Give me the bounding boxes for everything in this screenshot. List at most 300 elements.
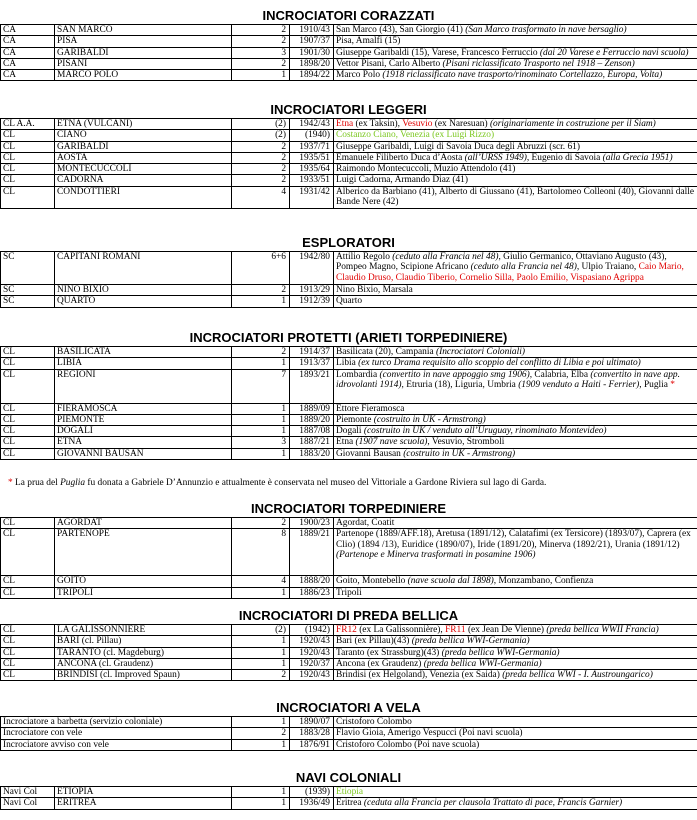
ship-class-cell: FIERAMOSCA <box>55 403 232 414</box>
section-title-esploratori: ESPLORATORI <box>302 235 395 250</box>
service-years-cell: (1942) <box>290 625 334 636</box>
ship-name-text: * <box>670 379 675 390</box>
ship-class-cell: AGORDAT <box>55 518 232 529</box>
table-row <box>1 798 697 809</box>
ship-type-cell: CL <box>1 658 55 669</box>
service-years-cell: 1907/37 <box>290 36 334 47</box>
ship-type-cell: CL <box>1 358 55 369</box>
ship-count-cell: 1 <box>232 426 290 437</box>
table-row <box>1 636 697 647</box>
ship-class-cell: PIEMONTE <box>55 414 232 425</box>
service-years-cell: 1886/23 <box>290 587 334 598</box>
ship-type-cell: SC <box>1 252 55 285</box>
ship-name-text: (ex La Galissonnière), <box>356 625 446 635</box>
table-row <box>1 358 697 369</box>
ship-count-cell: (2) <box>232 130 290 141</box>
ship-count-cell: 2 <box>232 58 290 69</box>
ship-count-cell: 2 <box>232 175 290 186</box>
ship-class-cell: ETNA <box>55 437 232 448</box>
table-row <box>1 119 697 130</box>
ship-class-cell: Incrociatore con vele <box>1 728 232 739</box>
ship-names-cell <box>334 252 697 285</box>
ship-names-cell <box>334 670 697 681</box>
ship-class-cell: DOGALI <box>55 426 232 437</box>
ship-name-text: Etna <box>336 437 356 448</box>
table-row <box>1 739 697 750</box>
ship-count-cell: 4 <box>232 576 290 587</box>
ship-names-cell <box>334 141 697 152</box>
ship-class-cell: ETNA (VULCANI) <box>55 119 232 130</box>
ship-names-cell <box>334 70 697 81</box>
note-text: (1909 venduto a Haiti - Ferrier) <box>518 379 640 390</box>
ship-class-cell: PISANI <box>55 58 232 69</box>
service-years-cell: 1920/43 <box>290 670 334 681</box>
ship-type-cell: CA <box>1 47 55 58</box>
note-text: (Pisani riclassificato Trasporto nel 1918 – Zenson) <box>442 58 635 69</box>
table-row <box>1 141 697 152</box>
ship-count-cell: 1 <box>232 798 290 809</box>
ship-class-cell: LIBIA <box>55 358 232 369</box>
ship-name-text: , Calabria, Elba <box>529 369 591 380</box>
table-row <box>1 25 697 36</box>
ship-name-text: Giuseppe Garibaldi (15), Varese, Francesco Ferruccio <box>336 47 540 58</box>
service-years-cell: 1913/29 <box>290 285 334 296</box>
table-incrociatori-torpediniere <box>0 517 697 599</box>
ship-names-cell <box>334 296 697 307</box>
section-title-incrociatori-corazzati: INCROCIATORI CORAZZATI <box>262 8 435 23</box>
ship-name-text: , Etruria (18), Liguria, Umbria <box>401 379 519 390</box>
ship-names-cell <box>334 347 697 358</box>
ship-type-cell: Navi Col <box>1 798 55 809</box>
ship-type-cell: CL <box>1 670 55 681</box>
ship-name-text: Luigi Cadorna, Armando Diaz (41) <box>336 175 468 186</box>
ship-name-text: Quarto <box>336 296 363 307</box>
ship-type-cell: CL <box>1 130 55 141</box>
ship-names-cell <box>334 647 697 658</box>
ship-count-cell: 1 <box>232 358 290 369</box>
ship-name-text: Flavio Gioia, Amerigo Vespucci (Poi navi scuola) <box>336 728 523 739</box>
ship-name-text: Brindisi (ex Helgoland), Venezia (ex Saida) <box>336 670 503 681</box>
ship-count-cell: 1 <box>232 636 290 647</box>
ship-name-text: Etna <box>336 119 354 129</box>
ship-name-text: FR11 <box>445 625 466 635</box>
ship-name-text: Lombardia <box>336 369 380 380</box>
ship-count-cell: 2 <box>232 285 290 296</box>
service-years-cell: 1901/30 <box>290 47 334 58</box>
note-text: (ex turco Drama requisito allo scoppio del conflitto di Libia e poi ultimato) <box>358 358 641 369</box>
ship-name-text: , Vesuvio, Stromboli <box>427 437 505 448</box>
ship-class-cell: BASILICATA <box>55 347 232 358</box>
ship-name-text: Cristoforo Colombo <box>336 717 412 727</box>
note-text: (dai 20 Varese e Ferruccio navi scuola) <box>539 47 689 58</box>
ship-type-cell: CL <box>1 152 55 163</box>
ship-type-cell: CL <box>1 518 55 529</box>
footnote-marker: * <box>8 478 16 488</box>
ship-names-cell <box>334 576 697 587</box>
ship-name-text: Giovanni Bausan <box>336 448 404 459</box>
ship-name-text: Partenope (1889/AFF.18), Aretusa (1891/12), Calatafimi (ex Tersicore) (1893/07), Caprera (ex Clio) (1894 /13), Euridice (1890/07), Iride (1891/20), Minerva (1892/21), Urania (1891/12) <box>336 529 691 550</box>
ship-count-cell: 1 <box>232 739 290 750</box>
table-row <box>1 728 697 739</box>
ship-class-cell: REGIONI <box>55 369 232 403</box>
ship-type-cell: CL <box>1 426 55 437</box>
table-row <box>1 717 697 728</box>
ship-class-cell: Incrociatore avviso con vele <box>1 739 232 750</box>
ship-name-text: San Marco (43), San Giorgio (41) <box>336 25 466 35</box>
ship-type-cell: CL <box>1 414 55 425</box>
ship-class-cell: PARTENOPE <box>55 529 232 576</box>
ship-names-cell <box>334 403 697 414</box>
ship-type-cell: SC <box>1 285 55 296</box>
ship-names-cell <box>334 175 697 186</box>
service-years-cell: 1935/64 <box>290 164 334 175</box>
table-row <box>1 186 697 208</box>
ship-name-text: Pisa, Amalfi (15) <box>336 36 401 47</box>
table-row <box>1 285 697 296</box>
ship-count-cell: 7 <box>232 369 290 403</box>
ship-names-cell <box>334 152 697 163</box>
ship-class-cell: QUARTO <box>55 296 232 307</box>
ship-name-text: FR12 <box>336 625 357 635</box>
ship-count-cell: (2) <box>232 119 290 130</box>
table-row <box>1 658 697 669</box>
section-title-incrociatori-torpediniere: INCROCIATORI TORPEDINIERE <box>250 501 447 516</box>
ship-class-cell: NINO BIXIO <box>55 285 232 296</box>
service-years-cell: 1913/37 <box>290 358 334 369</box>
table-esploratori <box>0 251 697 308</box>
ship-names-cell <box>334 728 697 739</box>
ship-count-cell: 2 <box>232 25 290 36</box>
ship-type-cell: CL <box>1 625 55 636</box>
table-row <box>1 58 697 69</box>
ship-names-cell <box>334 358 697 369</box>
ship-type-cell: CL <box>1 529 55 576</box>
ship-count-cell: 2 <box>232 728 290 739</box>
ship-name-text: Bari (ex Pillau)(43) <box>336 636 412 647</box>
ship-name-text: (ex Taksin), <box>353 119 403 129</box>
ship-count-cell: 1 <box>232 403 290 414</box>
table-row <box>1 625 697 636</box>
ship-name-text: Vesuvio <box>402 119 433 129</box>
table-row <box>1 787 697 798</box>
ship-count-cell: 6+6 <box>232 252 290 285</box>
ship-class-cell: CADORNA <box>55 175 232 186</box>
ship-names-cell <box>334 58 697 69</box>
note-text: (nave scuola dal 1898) <box>407 576 494 587</box>
ship-name-text: , Eugenio di Savoia <box>526 152 603 163</box>
ship-names-cell <box>334 518 697 529</box>
ship-count-cell: 2 <box>232 141 290 152</box>
service-years-cell: 1894/22 <box>290 70 334 81</box>
ship-names-cell <box>334 369 697 403</box>
ship-type-cell: CL <box>1 576 55 587</box>
note-text: (ceduta alla Francia per clausola Trattato di pace, Francis Garnier) <box>363 798 623 809</box>
ship-class-cell: SAN MARCO <box>55 25 232 36</box>
ship-type-cell: CA <box>1 58 55 69</box>
ship-count-cell: 8 <box>232 529 290 576</box>
table-row <box>1 587 697 598</box>
ship-name-text: Nino Bixio, Marsala <box>336 285 413 295</box>
ship-name-text: Taranto (ex Strassburg)(43) <box>336 647 442 658</box>
table-row <box>1 47 697 58</box>
ship-names-cell <box>334 164 697 175</box>
ship-name-text: Emanuele Filiberto Duca d’Aosta <box>336 152 465 163</box>
table-row <box>1 347 697 358</box>
service-years-cell: 1920/43 <box>290 636 334 647</box>
ship-name-text: Piemonte <box>336 414 374 425</box>
ship-type-cell: CL A.A. <box>1 119 55 130</box>
ship-type-cell: CL <box>1 448 55 459</box>
ship-name-text: Ettore Fieramosca <box>336 403 405 414</box>
ship-type-cell: CL <box>1 347 55 358</box>
section-title-incrociatori-leggeri: INCROCIATORI LEGGERI <box>270 102 427 117</box>
ship-class-cell: PISA <box>55 36 232 47</box>
ship-class-cell: BARI (cl. Pillau) <box>55 636 232 647</box>
service-years-cell: 1887/08 <box>290 426 334 437</box>
ship-name-text: (ex Jean De Vienne) <box>465 625 547 635</box>
ship-count-cell: 2 <box>232 36 290 47</box>
ship-names-cell <box>334 529 697 576</box>
table-row <box>1 296 697 307</box>
ship-names-cell <box>334 414 697 425</box>
note-text: (Incrociatori Coloniali) <box>435 347 525 357</box>
note-text: (alla Grecia 1951) <box>602 152 673 163</box>
table-row <box>1 403 697 414</box>
ship-name-text: Caio Mario, Claudio Druso, Claudio Tiberio, Cornelio Silla, Paolo Emilio, Vispasiano Agrippa <box>336 262 684 283</box>
ship-class-cell: CONDOTTIERI <box>55 186 232 208</box>
ship-name-text: Eritrea <box>336 798 364 809</box>
service-years-cell: 1876/91 <box>290 739 334 750</box>
ship-type-cell: CL <box>1 369 55 403</box>
ship-count-cell: 1 <box>232 787 290 798</box>
section-title-incrociatori-di-preda-bellica: INCROCIATORI DI PREDA BELLICA <box>238 608 459 623</box>
ship-name-text: , Ulpio Traiano, <box>576 262 639 273</box>
ship-name-text: Basilicata (20), Campania <box>336 347 436 357</box>
service-years-cell: 1883/20 <box>290 448 334 459</box>
note-text: (San Marco trasformato in nave bersaglio) <box>465 25 627 35</box>
footnote-text: La prua del Puglia fu donata a Gabriele D’Annunzio e attualmente è conservata nel museo del Vittoriale a Gardone Riviera sul lago di Garda. <box>15 478 547 488</box>
service-years-cell: 1889/09 <box>290 403 334 414</box>
ship-name-text: , Puglia <box>639 379 671 390</box>
ship-names-cell <box>334 426 697 437</box>
ship-name-text: , Giulio Germanico, Ottaviano Augusto (43), Pompeo Magno, Scipione Africano <box>336 252 667 273</box>
ship-count-cell: 4 <box>232 186 290 208</box>
ship-type-cell: CL <box>1 587 55 598</box>
table-incrociatori-corazzati <box>0 24 697 81</box>
table-row <box>1 529 697 576</box>
note-text: (convertito in nave app. idrovolanti 1914) <box>336 369 680 390</box>
ship-count-cell: 1 <box>232 296 290 307</box>
ship-name-text: Cristoforo Colombo (Poi nave scuola) <box>336 739 480 750</box>
note-text: (preda bellica WWI-Germania) <box>441 647 560 658</box>
table-row <box>1 70 697 81</box>
service-years-cell: (1939) <box>290 787 334 798</box>
service-years-cell: 1883/28 <box>290 728 334 739</box>
ship-name-text: Vettor Pisani, Carlo Alberto <box>336 58 443 69</box>
note-text: (1918 riclassificato nave trasporto/rinominato Cortellazzo, Europa, Volta) <box>382 70 663 81</box>
ship-names-cell <box>334 25 697 36</box>
note-text: (costruito in UK / venduto all’Uruguay, rinominato Montevideo) <box>363 426 607 437</box>
ship-type-cell: CL <box>1 636 55 647</box>
table-row <box>1 647 697 658</box>
table-row <box>1 369 697 403</box>
ship-names-cell <box>334 658 697 669</box>
ship-names-cell <box>334 47 697 58</box>
ship-type-cell: CL <box>1 647 55 658</box>
note-text: (preda bellica WWI - I. Austroungarico) <box>502 670 653 681</box>
service-years-cell: 1931/42 <box>290 186 334 208</box>
table-row <box>1 670 697 681</box>
section-title-navi-coloniali: NAVI COLONIALI <box>295 770 402 785</box>
ship-name-text: Agordat, Coatit <box>336 518 395 528</box>
ship-count-cell: (2) <box>232 625 290 636</box>
service-years-cell: 1900/23 <box>290 518 334 529</box>
ship-type-cell: CL <box>1 164 55 175</box>
ship-class-cell: LA GALISSONNIÈRE <box>55 625 232 636</box>
note-text: (ceduto alla Francia nel 48) <box>392 252 499 262</box>
ship-class-cell: AOSTA <box>55 152 232 163</box>
service-years-cell: 1914/37 <box>290 347 334 358</box>
service-years-cell: 1889/20 <box>290 414 334 425</box>
table-navi-coloniali <box>0 786 697 810</box>
ship-count-cell: 1 <box>232 448 290 459</box>
note-text: (costruito in UK - Armstrong) <box>403 448 516 459</box>
ship-name-text: Raimondo Montecuccoli, Muzio Attendolo (41) <box>336 164 516 175</box>
ship-class-cell: MARCO POLO <box>55 70 232 81</box>
footnote <box>8 478 546 489</box>
service-years-cell: 1898/20 <box>290 58 334 69</box>
ship-count-cell: 1 <box>232 414 290 425</box>
ship-name-text: Etiopia <box>336 787 364 797</box>
ship-names-cell <box>334 186 697 208</box>
ship-name-text: Ancona (ex Graudenz) <box>336 658 424 669</box>
service-years-cell: 1937/71 <box>290 141 334 152</box>
service-years-cell: 1893/21 <box>290 369 334 403</box>
service-years-cell: 1889/21 <box>290 529 334 576</box>
ship-type-cell: Navi Col <box>1 787 55 798</box>
note-text: (convertito in nave appoggio smg 1906) <box>379 369 530 380</box>
ship-name-text: Libia <box>336 358 359 369</box>
table-row <box>1 152 697 163</box>
ship-class-cell: GARIBALDI <box>55 141 232 152</box>
ship-class-cell: BRINDISI (cl. Improved Spaun) <box>55 670 232 681</box>
table-row <box>1 518 697 529</box>
ship-names-cell <box>334 636 697 647</box>
ship-names-cell <box>334 787 697 798</box>
ship-type-cell: CL <box>1 186 55 208</box>
ship-names-cell <box>334 739 697 750</box>
ship-names-cell <box>334 130 697 141</box>
ship-class-cell: TARANTO (cl. Magdeburg) <box>55 647 232 658</box>
section-title-incrociatori-protetti-arieti-torpediniere: INCROCIATORI PROTETTI (ARIETI TORPEDINIERE) <box>189 330 508 345</box>
note-text: (originariamente in costruzione per il Siam) <box>489 119 656 129</box>
service-years-cell: 1920/43 <box>290 647 334 658</box>
ship-class-cell: ANCONA (cl. Graudenz) <box>55 658 232 669</box>
ship-names-cell <box>334 798 697 809</box>
ship-type-cell: CA <box>1 70 55 81</box>
ship-name-text: , Monzambano, Confienza <box>493 576 594 587</box>
note-text: (preda bellica WWI-Germania) <box>423 658 542 669</box>
ship-names-cell <box>334 448 697 459</box>
note-text: (ceduto alla Francia nel 48) <box>470 262 577 273</box>
footnote-ship-name: Puglia <box>60 478 86 488</box>
ship-type-cell: CA <box>1 25 55 36</box>
table-row <box>1 175 697 186</box>
note-text: (costruito in UK - Armstrong) <box>373 414 486 425</box>
service-years-cell: 1890/07 <box>290 717 334 728</box>
ship-names-cell <box>334 587 697 598</box>
service-years-cell: 1910/43 <box>290 25 334 36</box>
ship-class-cell: GARIBALDI <box>55 47 232 58</box>
ship-count-cell: 2 <box>232 152 290 163</box>
ship-name-text: (ex Naresuan) <box>432 119 490 129</box>
ship-type-cell: CL <box>1 437 55 448</box>
ship-name-text: Alberico da Barbiano (41), Alberto di Giussano (41), Bartolomeo Colleoni (40), Giovanni dalle Bande Nere (42) <box>336 186 694 208</box>
ship-names-cell <box>334 437 697 448</box>
ship-name-text: Attilio Regolo <box>336 252 393 262</box>
table-row <box>1 164 697 175</box>
note-text: (Partenope e Minerva trasformati in posamine 1906) <box>336 549 536 560</box>
service-years-cell: 1888/20 <box>290 576 334 587</box>
ship-type-cell: CL <box>1 141 55 152</box>
ship-class-cell: TRIPOLI <box>55 587 232 598</box>
note-text: (1907 nave scuola) <box>355 437 428 448</box>
ship-count-cell: 2 <box>232 518 290 529</box>
service-years-cell: 1935/51 <box>290 152 334 163</box>
ship-name-text: Tripoli <box>336 587 362 598</box>
ship-class-cell: CIANO <box>55 130 232 141</box>
table-incrociatori-leggeri <box>0 118 697 209</box>
table-incrociatori-di-preda-bellica <box>0 624 697 681</box>
table-row <box>1 448 697 459</box>
ship-count-cell: 1 <box>232 70 290 81</box>
ship-name-text: Giuseppe Garibaldi, Luigi di Savoia Duca degli Abruzzi (scr. 61) <box>336 141 580 152</box>
table-row <box>1 252 697 285</box>
ship-count-cell: 1 <box>232 587 290 598</box>
ship-name-text: Costanzo Ciano, Venezia (ex Luigi Rizzo) <box>336 130 495 141</box>
service-years-cell: 1920/37 <box>290 658 334 669</box>
ship-type-cell: SC <box>1 296 55 307</box>
note-text: (preda bellica WWI-Germania) <box>411 636 530 647</box>
ship-count-cell: 3 <box>232 47 290 58</box>
service-years-cell: 1912/39 <box>290 296 334 307</box>
ship-count-cell: 1 <box>232 717 290 728</box>
note-text: (all’URSS 1949) <box>464 152 527 163</box>
ship-count-cell: 2 <box>232 164 290 175</box>
ship-count-cell: 1 <box>232 658 290 669</box>
service-years-cell: 1933/51 <box>290 175 334 186</box>
ship-name-text: Goito, Montebello <box>336 576 408 587</box>
ship-count-cell: 2 <box>232 347 290 358</box>
ship-names-cell <box>334 36 697 47</box>
service-years-cell: 1942/43 <box>290 119 334 130</box>
table-row <box>1 130 697 141</box>
table-incrociatori-protetti-arieti-torpediniere <box>0 346 697 460</box>
table-row <box>1 576 697 587</box>
ship-class-cell: ERITREA <box>55 798 232 809</box>
ship-name-text: Marco Polo <box>336 70 383 81</box>
ship-count-cell: 1 <box>232 647 290 658</box>
ship-name-text: Dogali <box>336 426 364 437</box>
table-row <box>1 414 697 425</box>
ship-names-cell <box>334 717 697 728</box>
table-row <box>1 426 697 437</box>
ship-class-cell: MONTECUCCOLI <box>55 164 232 175</box>
ship-names-cell <box>334 119 697 130</box>
service-years-cell: 1942/80 <box>290 252 334 285</box>
table-incrociatori-a-vela <box>0 716 697 751</box>
ship-class-cell: ETIOPIA <box>55 787 232 798</box>
